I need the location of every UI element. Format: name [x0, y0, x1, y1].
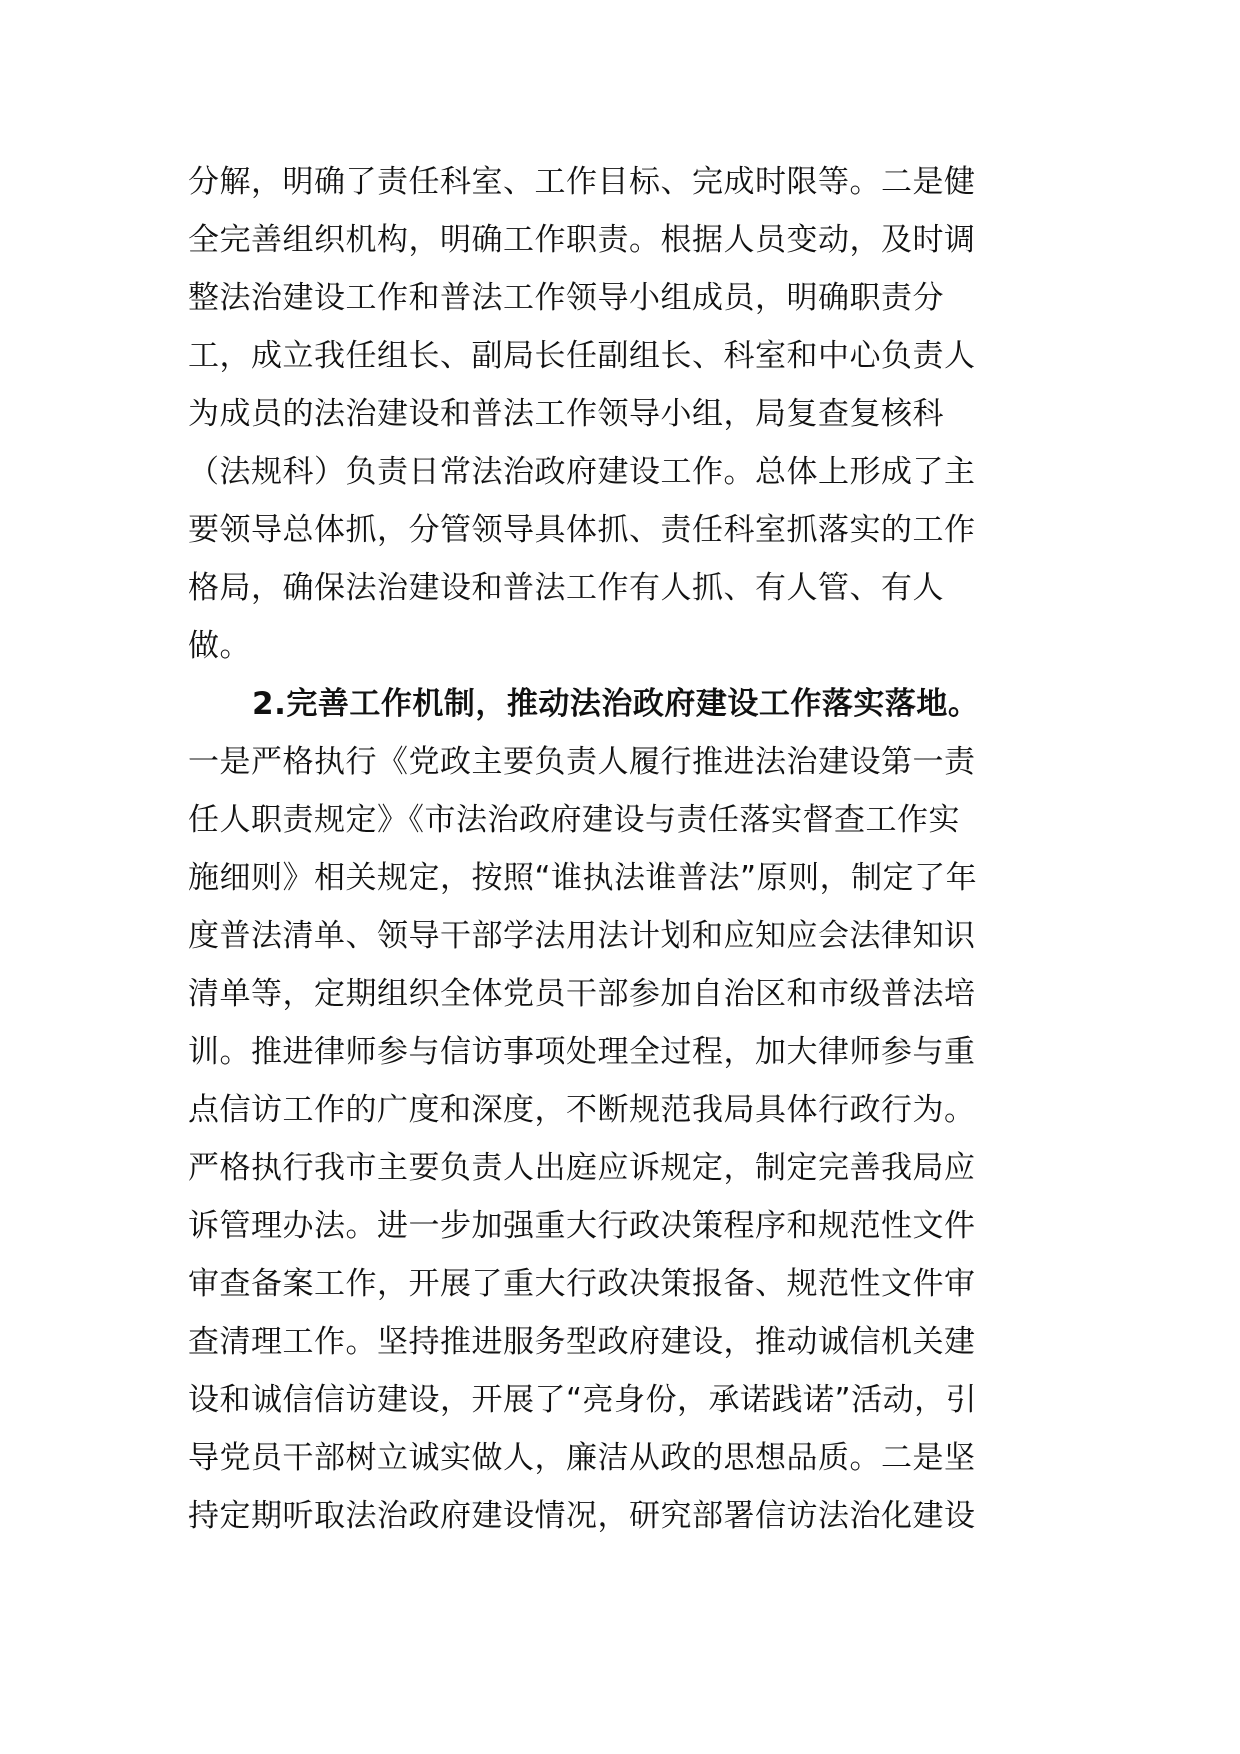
paragraph-line: 分解，明确了责任科室、工作目标、完成时限等。二是健 [188, 164, 976, 200]
paragraph-line: 全完善组织机构，明确工作职责。根据人员变动，及时调 [188, 222, 976, 258]
paragraph-line: 度普法清单、领导干部学法用法计划和应知应会法律知识 [188, 918, 976, 954]
paragraph-line: 施细则》相关规定，按照“谁执法谁普法”原则，制定了年 [188, 860, 978, 896]
paragraph-line: （法规科）负责日常法治政府建设工作。总体上形成了主 [188, 454, 976, 490]
paragraph-line: 设和诚信信访建设，开展了“亮身份，承诺践诺”活动，引 [188, 1382, 978, 1418]
paragraph-line: 持定期听取法治政府建设情况，研究部署信访法治化建设 [188, 1498, 976, 1534]
paragraph-line: 严格执行我市主要负责人出庭应诉规定，制定完善我局应 [188, 1150, 976, 1186]
paragraph-line: 整法治建设工作和普法工作领导小组成员，明确职责分 [188, 280, 944, 316]
paragraph-line: 训。推进律师参与信访事项处理全过程，加大律师参与重 [188, 1034, 976, 1070]
paragraph-line: 审查备案工作，开展了重大行政决策报备、规范性文件审 [188, 1266, 976, 1302]
paragraph-line: 清单等，定期组织全体党员干部参加自治区和市级普法培 [188, 976, 976, 1012]
paragraph-line: 导党员干部树立诚实做人，廉洁从政的思想品质。二是坚 [188, 1440, 976, 1476]
paragraph-line: 一是严格执行《党政主要负责人履行推进法治建设第一责 [188, 744, 976, 780]
paragraph-line: 要领导总体抓，分管领导具体抓、责任科室抓落实的工作 [188, 512, 976, 548]
paragraph-line: 格局，确保法治建设和普法工作有人抓、有人管、有人 [188, 570, 944, 606]
section-heading: 2.完善工作机制，推动法治政府建设工作落实落地。 [252, 686, 980, 722]
paragraph-line: 点信访工作的广度和深度，不断规范我局具体行政行为。 [188, 1092, 976, 1128]
paragraph-line: 工，成立我任组长、副局长任副组长、科室和中心负责人 [188, 338, 976, 374]
paragraph-line: 查清理工作。坚持推进服务型政府建设，推动诚信机关建 [188, 1324, 976, 1360]
paragraph-line: 任人职责规定》《市法治政府建设与责任落实督查工作实 [188, 802, 960, 838]
paragraph-line: 诉管理办法。进一步加强重大行政决策程序和规范性文件 [188, 1208, 976, 1244]
paragraph-line: 做。 [188, 628, 251, 664]
paragraph-line: 为成员的法治建设和普法工作领导小组，局复查复核科 [188, 396, 944, 432]
